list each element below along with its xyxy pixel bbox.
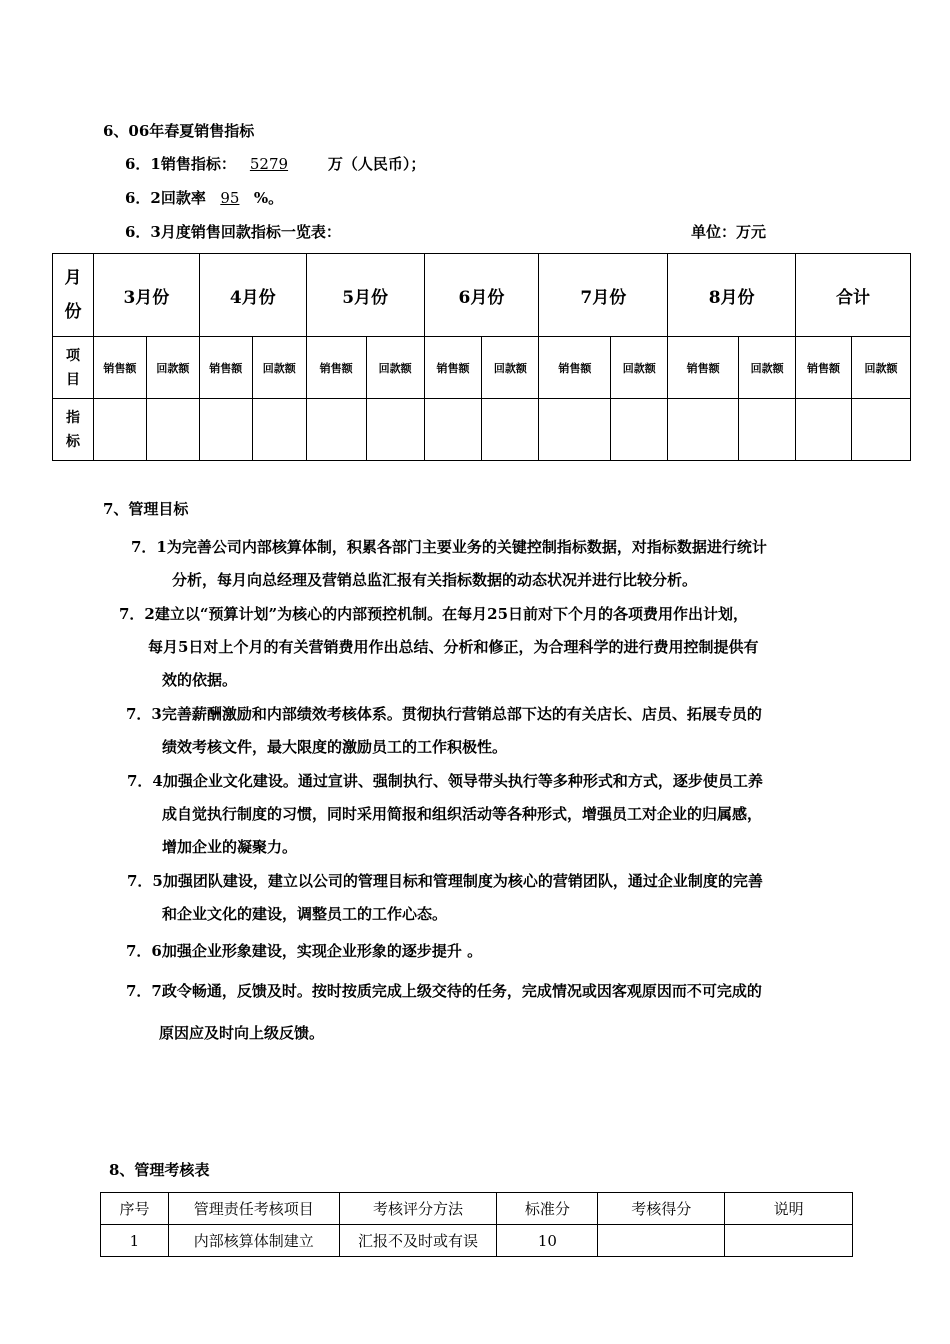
collection-subheader: 回款额 [739, 337, 796, 399]
goal-7-7-line2: 原因应及时向上级反馈。 [159, 1024, 325, 1042]
target-cell [668, 399, 739, 461]
goal-7-4-line1: 7．4加强企业文化建设。通过宣讲、强制执行、领导带头执行等多种形式和方式，逐步使员工养 [127, 772, 763, 790]
collection-subheader: 回款额 [482, 337, 539, 399]
target-cell [539, 399, 611, 461]
sales-subheader: 销售额 [668, 337, 739, 399]
month-header-row [53, 254, 911, 337]
unit-label: 单位：万元 [691, 223, 767, 241]
goal-7-5-line2: 和企业文化的建设，调整员工的工作心态。 [162, 905, 448, 923]
collection-subheader: 回款额 [252, 337, 306, 399]
assessment-header-row [101, 1193, 853, 1225]
target-cell [796, 399, 852, 461]
month-header: 5月份 [306, 254, 424, 337]
col-header-standard-score: 标准分 [497, 1193, 598, 1225]
sales-target-value: 5279 [249, 155, 289, 173]
cell-item: 内部核算体制建立 [168, 1225, 339, 1257]
section8-heading: 8、管理考核表 [109, 1161, 210, 1179]
sales-subheader: 销售额 [796, 337, 852, 399]
collection-rate-line [125, 187, 283, 208]
month-header: 3月份 [93, 254, 199, 337]
month-header: 8月份 [668, 254, 796, 337]
target-label: 指 标 [53, 399, 94, 461]
goal-7-6: 7．6加强企业形象建设，实现企业形象的逐步提升 。 [126, 942, 483, 960]
goal-7-3-line2: 绩效考核文件，最大限度的激励员工的工作积极性。 [162, 738, 508, 756]
goal-7-2-line2: 每月5日对上个月的有关营销费用作出总结、分析和修正，为合理科学的进行费用控制提供有 [148, 638, 759, 656]
goal-7-4-line2: 成自觉执行制度的习惯，同时采用简报和组织活动等各种形式，增强员工对企业的归属感， [162, 805, 763, 823]
cell-score [598, 1225, 725, 1257]
collection-rate-unit: %。 [253, 189, 284, 207]
target-cell [252, 399, 306, 461]
sales-subheader: 销售额 [93, 337, 146, 399]
monthly-sales-table [52, 253, 911, 461]
target-cell [482, 399, 539, 461]
month-header: 4月份 [199, 254, 306, 337]
item-label: 项 目 [53, 337, 94, 399]
table-row [101, 1225, 853, 1257]
collection-subheader: 回款额 [146, 337, 199, 399]
goal-7-2-line3: 效的依据。 [162, 671, 238, 689]
goal-7-1-line1: 7．1为完善公司内部核算体制，积累各部门主要业务的关键控制指标数据，对指标数据进行统计 [131, 538, 767, 556]
sales-target-label: 6．1销售指标： [125, 155, 236, 173]
col-header-note: 说明 [725, 1193, 853, 1225]
target-cell [851, 399, 910, 461]
management-assessment-table [100, 1192, 853, 1257]
collection-rate-value: 95 [220, 189, 240, 207]
monthly-table-caption: 6．3月度销售回款指标一览表： [125, 223, 341, 241]
corner-cell: 月 份 [53, 254, 94, 337]
total-header: 合计 [796, 254, 911, 337]
sales-target-unit: 万（人民币）； [327, 155, 426, 173]
target-cell [306, 399, 366, 461]
goal-7-5-line1: 7．5加强团队建设，建立以公司的管理目标和管理制度为核心的营销团队，通过企业制度的完善 [127, 872, 763, 890]
cell-method: 汇报不及时或有误 [339, 1225, 497, 1257]
col-header-item: 管理责任考核项目 [168, 1193, 339, 1225]
sales-subheader: 销售额 [424, 337, 482, 399]
cell-index: 1 [101, 1225, 169, 1257]
goal-7-3-line1: 7．3完善薪酬激励和内部绩效考核体系。贯彻执行营销总部下达的有关店长、店员、拓展专员的 [126, 705, 762, 723]
col-header-index: 序号 [101, 1193, 169, 1225]
collection-rate-label: 6．2回款率 [125, 189, 206, 207]
goal-7-2-line1: 7．2建立以“预算计划”为核心的内部预控机制。在每月25日前对下个月的各项费用作出计划， [119, 605, 749, 623]
target-cell [199, 399, 252, 461]
section6-heading: 6、06年春夏销售指标 [103, 122, 255, 140]
sales-target-line [125, 153, 425, 174]
goal-7-7-line1: 7．7政令畅通，反馈及时。按时按质完成上级交待的任务，完成情况或因客观原因而不可完成的 [126, 982, 762, 1000]
target-cell [93, 399, 146, 461]
target-cell [146, 399, 199, 461]
sales-subheader: 销售额 [199, 337, 252, 399]
col-header-method: 考核评分方法 [339, 1193, 497, 1225]
sales-subheader: 销售额 [306, 337, 366, 399]
target-cell [611, 399, 668, 461]
sales-subheader: 销售额 [539, 337, 611, 399]
goal-7-1-line2: 分析，每月向总经理及营销总监汇报有关指标数据的动态状况并进行比较分析。 [172, 571, 698, 589]
section7-heading: 7、管理目标 [103, 500, 189, 518]
goal-7-4-line3: 增加企业的凝聚力。 [162, 838, 298, 856]
target-cell [366, 399, 424, 461]
collection-subheader: 回款额 [851, 337, 910, 399]
item-row [53, 337, 911, 399]
cell-note [725, 1225, 853, 1257]
month-header: 6月份 [424, 254, 539, 337]
collection-subheader: 回款额 [611, 337, 668, 399]
target-cell [739, 399, 796, 461]
target-cell [424, 399, 482, 461]
collection-subheader: 回款额 [366, 337, 424, 399]
target-row [53, 399, 911, 461]
cell-standard-score: 10 [497, 1225, 598, 1257]
col-header-score: 考核得分 [598, 1193, 725, 1225]
month-header: 7月份 [539, 254, 668, 337]
